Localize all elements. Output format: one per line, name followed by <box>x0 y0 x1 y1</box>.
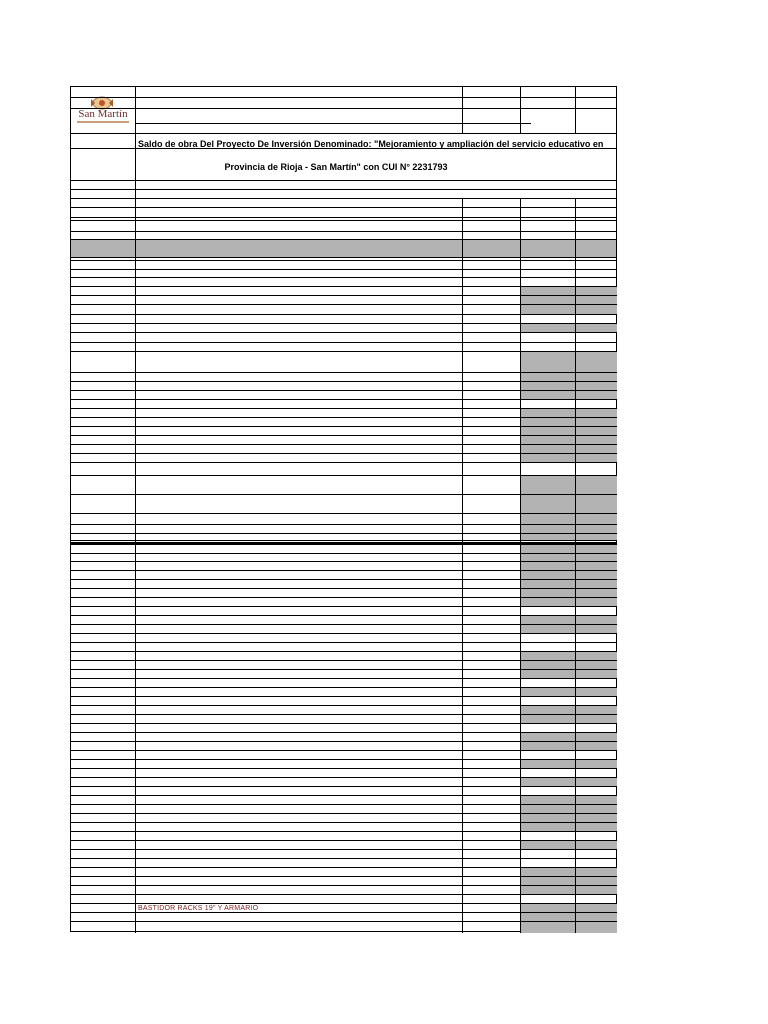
shaded-cell <box>521 706 617 714</box>
shaded-cell <box>521 688 617 696</box>
row-border <box>71 687 616 688</box>
shaded-cell <box>521 514 617 524</box>
row-border <box>71 524 616 525</box>
row-border <box>71 260 616 261</box>
row-border <box>71 390 616 391</box>
row-border <box>71 342 616 343</box>
row-border <box>71 732 616 733</box>
shaded-cell <box>521 525 617 533</box>
row-border <box>71 426 616 427</box>
shaded-cell <box>521 733 617 741</box>
shaded-cell <box>521 913 617 921</box>
logo-text: San Martín <box>78 108 128 120</box>
row-border <box>71 876 616 877</box>
row-border <box>71 777 616 778</box>
row-border <box>71 867 616 868</box>
document-title-line2: Provincia de Rioja - San Martín" con CUI N° 2231793 <box>224 162 448 172</box>
row-border <box>71 217 616 218</box>
row-border <box>71 332 616 333</box>
shaded-cell <box>521 580 617 588</box>
column-border <box>135 87 136 933</box>
shaded-cell <box>521 554 617 561</box>
row-border <box>71 408 616 409</box>
shaded-cell <box>521 352 617 372</box>
shaded-cell <box>521 796 617 804</box>
row-border <box>71 381 616 382</box>
row-border <box>71 257 616 258</box>
row-border <box>71 133 616 134</box>
column-border <box>462 87 463 133</box>
row-border <box>71 885 616 886</box>
row-border <box>71 633 616 634</box>
shaded-cell <box>521 495 617 513</box>
row-border <box>71 239 616 240</box>
shaded-cell <box>521 778 617 786</box>
row-border <box>71 533 616 534</box>
document-title-line1: Saldo de obra Del Proyecto De Inversión Denominado: "Mejoramiento y ampliación del servicio educativo en <box>138 139 604 149</box>
row-border <box>71 822 616 823</box>
shaded-cell <box>521 296 617 304</box>
row-border <box>71 678 616 679</box>
shaded-cell <box>521 652 617 660</box>
shaded-cell <box>521 922 617 933</box>
row-border <box>71 417 616 418</box>
row-border <box>71 750 616 751</box>
row-border <box>71 372 616 373</box>
shaded-cell <box>521 742 617 750</box>
row-border <box>71 858 616 859</box>
row-border <box>71 921 616 922</box>
row-border <box>71 304 616 305</box>
shaded-cell <box>521 287 617 295</box>
row-border <box>71 741 616 742</box>
row-border <box>71 180 616 181</box>
row-border <box>71 475 616 476</box>
row-border <box>71 494 616 495</box>
row-border <box>71 540 616 541</box>
spreadsheet-sheet <box>70 86 617 932</box>
shaded-cell <box>521 382 617 390</box>
row-border <box>71 840 616 841</box>
shaded-cell <box>521 454 617 462</box>
shaded-cell <box>521 305 617 314</box>
shaded-cell <box>521 562 617 570</box>
shaded-cell <box>521 427 617 435</box>
row-border <box>71 570 616 571</box>
shaded-cell <box>521 571 617 579</box>
row-border <box>71 399 616 400</box>
header-band <box>71 240 616 257</box>
shaded-cell <box>521 545 617 553</box>
row-border <box>71 912 616 913</box>
row-border <box>71 269 616 270</box>
row-border <box>71 768 616 769</box>
row-border <box>71 108 616 109</box>
row-border <box>71 597 616 598</box>
shaded-cell <box>521 391 617 399</box>
shaded-cell <box>521 616 617 624</box>
column-border <box>520 198 521 933</box>
row-border <box>135 123 531 124</box>
shaded-cell <box>521 589 617 597</box>
shaded-cell <box>521 445 617 453</box>
row-border <box>71 553 616 554</box>
logo-underline <box>77 121 129 123</box>
row-border <box>71 295 616 296</box>
shaded-cell <box>521 436 617 444</box>
row-border <box>71 588 616 589</box>
shaded-cell <box>521 841 617 849</box>
shaded-cell <box>521 661 617 669</box>
column-border <box>575 87 576 133</box>
row-border <box>71 286 616 287</box>
row-border <box>71 705 616 706</box>
row-border <box>71 323 616 324</box>
row-border <box>71 624 616 625</box>
row-border <box>71 642 616 643</box>
row-border <box>71 606 616 607</box>
row-border <box>71 189 616 190</box>
shaded-cell <box>521 373 617 381</box>
row-border <box>71 795 616 796</box>
logo <box>71 95 135 125</box>
column-border <box>575 198 576 933</box>
row-border <box>71 351 616 352</box>
row-border <box>71 207 616 208</box>
shaded-cell <box>521 324 617 332</box>
row-border <box>71 579 616 580</box>
row-border <box>71 198 616 199</box>
row-border <box>71 813 616 814</box>
row-border <box>71 804 616 805</box>
row-border <box>71 615 616 616</box>
column-border <box>520 87 521 133</box>
row-border <box>71 231 616 232</box>
column-border <box>462 198 463 933</box>
shaded-cell <box>521 409 617 417</box>
row-border <box>71 561 616 562</box>
row-border <box>71 435 616 436</box>
shaded-cell <box>521 625 617 633</box>
row-border <box>71 903 616 904</box>
row-label-bastidor: BASTIDOR RACKS 19" Y ARMARIO <box>138 905 259 912</box>
shaded-cell <box>521 868 617 876</box>
row-border <box>71 660 616 661</box>
shaded-cell <box>521 814 617 822</box>
shaded-cell <box>521 823 617 831</box>
row-border <box>71 462 616 463</box>
shaded-cell <box>521 598 617 606</box>
shaded-cell <box>521 476 617 494</box>
shaded-cell <box>521 904 617 912</box>
row-border <box>71 723 616 724</box>
shaded-cell <box>521 670 617 678</box>
row-border <box>71 759 616 760</box>
row-border <box>71 453 616 454</box>
shaded-cell <box>521 760 617 768</box>
row-border-thick <box>71 542 616 544</box>
row-border <box>71 513 616 514</box>
row-border <box>71 696 616 697</box>
shaded-cell <box>521 418 617 426</box>
row-border <box>71 669 616 670</box>
row-border <box>71 831 616 832</box>
row-border <box>71 314 616 315</box>
shaded-cell <box>521 886 617 894</box>
shaded-cell <box>521 877 617 885</box>
shaded-cell <box>521 805 617 813</box>
row-border <box>71 148 616 149</box>
row-border <box>71 97 616 98</box>
row-border <box>71 544 616 545</box>
row-border <box>71 786 616 787</box>
row-border <box>71 849 616 850</box>
row-border <box>71 444 616 445</box>
row-border <box>71 894 616 895</box>
shaded-cell <box>521 715 617 723</box>
row-border <box>71 714 616 715</box>
row-border <box>71 220 616 221</box>
row-border <box>71 277 616 278</box>
row-border <box>71 651 616 652</box>
